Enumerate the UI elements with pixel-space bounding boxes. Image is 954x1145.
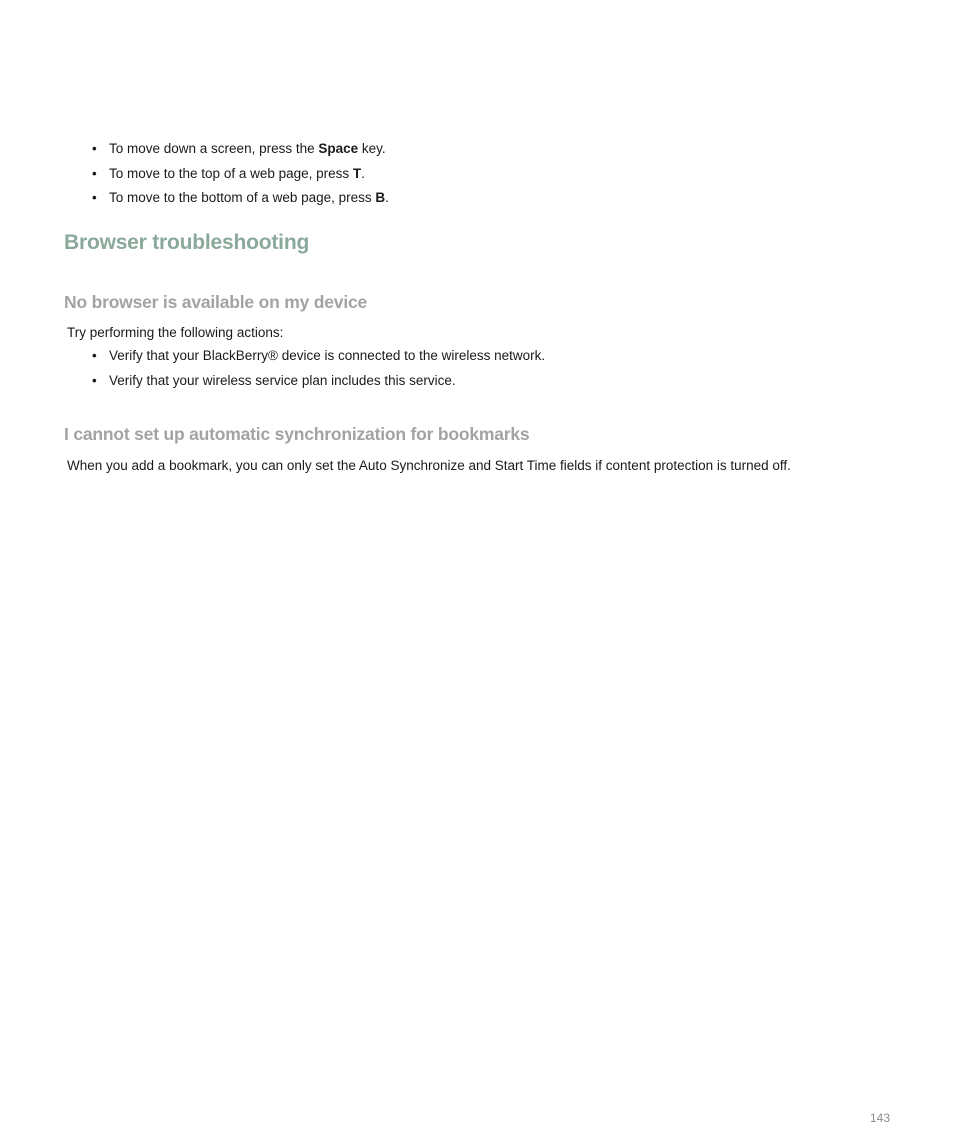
key-name: Space (318, 141, 359, 156)
list-item (92, 369, 545, 394)
bullet: • (92, 372, 97, 388)
key-name: B (375, 190, 386, 205)
tip-text-end: . (385, 190, 389, 205)
list-item (92, 186, 389, 211)
action-text: Verify that your wireless service plan includes this service. (109, 372, 456, 388)
key-name: T (352, 165, 362, 181)
bullet: • (92, 190, 97, 205)
bullet: • (92, 165, 97, 181)
bullet: • (92, 348, 97, 363)
tip-text: To move to the bottom of a web page, press (109, 190, 376, 205)
no-browser-heading: No browser is available on my device (64, 292, 368, 312)
list-item (92, 137, 389, 162)
list-item (92, 344, 545, 369)
action-text: Verify that your BlackBerry® device is connected to the wireless network. (109, 348, 546, 363)
list-item (92, 162, 389, 187)
tip-text-end: . (361, 165, 365, 181)
bookmark-sync-body: When you add a bookmark, you can only set the Auto Synchronize and Start Time fields if content protection is turned off. (67, 458, 791, 473)
tip-text: To move down a screen, press the (109, 141, 319, 156)
bookmark-sync-heading: I cannot set up automatic synchronization for bookmarks (64, 424, 530, 444)
action-list (92, 344, 545, 393)
page-number: 143 (869, 1111, 890, 1125)
no-browser-intro: Try performing the following actions: (67, 325, 284, 340)
section-title: Browser troubleshooting (64, 231, 310, 254)
tip-text-end: key. (358, 141, 386, 156)
tip-text: To move to the top of a web page, press (109, 165, 353, 181)
bullet: • (92, 141, 97, 156)
navigation-tips-list (92, 137, 389, 211)
